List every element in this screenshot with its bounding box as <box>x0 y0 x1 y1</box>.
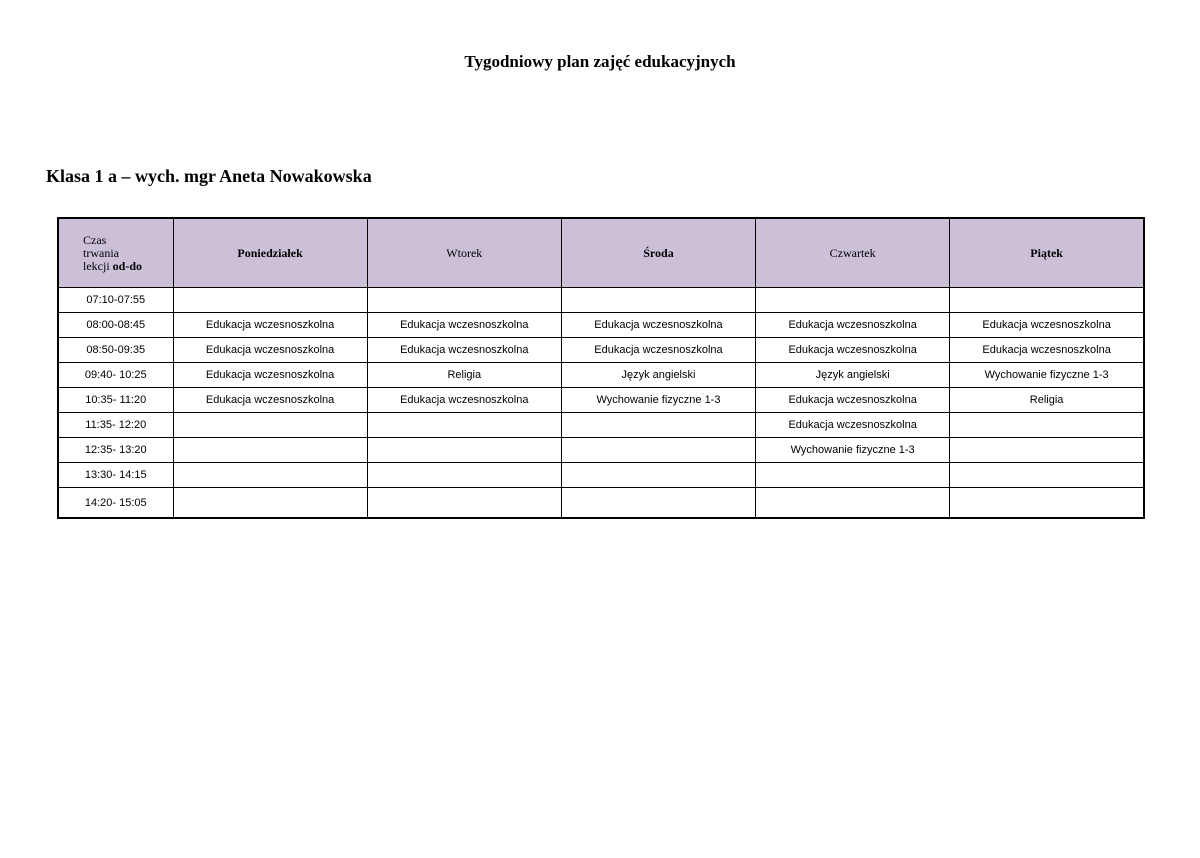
lesson-cell-wednesday <box>561 288 755 313</box>
day-header-friday: Piątek <box>950 218 1144 288</box>
time-header-line3-bold: od-do <box>112 258 142 273</box>
lesson-cell-friday: Edukacja wczesnoszkolna <box>950 338 1144 363</box>
page-title: Tygodniowy plan zajęć edukacyjnych <box>464 52 736 71</box>
day-header-wednesday: Środa <box>561 218 755 288</box>
lesson-cell-tuesday: Religia <box>367 363 561 388</box>
lesson-cell-monday <box>173 413 367 438</box>
table-row <box>58 338 1144 363</box>
time-header-line2: trwania <box>83 245 119 260</box>
lesson-cell-monday: Edukacja wczesnoszkolna <box>173 313 367 338</box>
lesson-cell-monday <box>173 463 367 488</box>
header-row <box>58 218 1144 288</box>
lesson-cell-thursday: Język angielski <box>756 363 950 388</box>
lesson-cell-thursday <box>756 463 950 488</box>
lesson-cell-friday: Wychowanie fizyczne 1-3 <box>950 363 1144 388</box>
time-column-header <box>58 218 173 288</box>
lesson-cell-monday <box>173 438 367 463</box>
time-cell: 09:40- 10:25 <box>58 363 173 388</box>
time-header-line1: Czas <box>83 232 107 247</box>
lesson-cell-thursday: Edukacja wczesnoszkolna <box>756 338 950 363</box>
lesson-cell-friday: Edukacja wczesnoszkolna <box>950 313 1144 338</box>
lesson-cell-friday: Religia <box>950 388 1144 413</box>
lesson-cell-tuesday <box>367 413 561 438</box>
lesson-cell-tuesday: Edukacja wczesnoszkolna <box>367 338 561 363</box>
table-row <box>58 488 1144 519</box>
lesson-cell-tuesday <box>367 288 561 313</box>
lesson-cell-monday <box>173 488 367 519</box>
lesson-cell-wednesday: Wychowanie fizyczne 1-3 <box>561 388 755 413</box>
day-header-thursday: Czwartek <box>756 218 950 288</box>
lesson-cell-thursday: Edukacja wczesnoszkolna <box>756 388 950 413</box>
lesson-cell-tuesday <box>367 463 561 488</box>
time-cell: 07:10-07:55 <box>58 288 173 313</box>
lesson-cell-tuesday: Edukacja wczesnoszkolna <box>367 313 561 338</box>
lesson-cell-wednesday <box>561 488 755 519</box>
lesson-cell-friday <box>950 413 1144 438</box>
lesson-cell-thursday: Edukacja wczesnoszkolna <box>756 313 950 338</box>
time-header-line3: lekcji <box>83 258 113 273</box>
table-row <box>58 363 1144 388</box>
lesson-cell-thursday <box>756 288 950 313</box>
lesson-cell-tuesday <box>367 488 561 519</box>
lesson-cell-wednesday <box>561 413 755 438</box>
table-row <box>58 288 1144 313</box>
table-row <box>58 388 1144 413</box>
time-cell: 14:20- 15:05 <box>58 488 173 519</box>
lesson-cell-wednesday: Edukacja wczesnoszkolna <box>561 338 755 363</box>
schedule-table <box>57 217 1145 519</box>
table-row <box>58 438 1144 463</box>
lesson-cell-friday <box>950 488 1144 519</box>
time-cell: 08:00-08:45 <box>58 313 173 338</box>
lesson-cell-monday: Edukacja wczesnoszkolna <box>173 388 367 413</box>
lesson-cell-wednesday: Edukacja wczesnoszkolna <box>561 313 755 338</box>
lesson-cell-friday <box>950 288 1144 313</box>
time-cell: 12:35- 13:20 <box>58 438 173 463</box>
time-cell: 08:50-09:35 <box>58 338 173 363</box>
day-header-monday: Poniedziałek <box>173 218 367 288</box>
lesson-cell-wednesday <box>561 463 755 488</box>
lesson-cell-wednesday: Język angielski <box>561 363 755 388</box>
lesson-cell-friday <box>950 438 1144 463</box>
time-cell: 11:35- 12:20 <box>58 413 173 438</box>
class-heading: Klasa 1 a – wych. mgr Aneta Nowakowska <box>46 166 372 186</box>
table-row <box>58 413 1144 438</box>
schedule-body <box>58 288 1144 519</box>
day-header-tuesday: Wtorek <box>367 218 561 288</box>
table-row <box>58 313 1144 338</box>
lesson-cell-friday <box>950 463 1144 488</box>
lesson-cell-tuesday: Edukacja wczesnoszkolna <box>367 388 561 413</box>
time-cell: 10:35- 11:20 <box>58 388 173 413</box>
time-cell: 13:30- 14:15 <box>58 463 173 488</box>
lesson-cell-thursday: Wychowanie fizyczne 1-3 <box>756 438 950 463</box>
lesson-cell-thursday <box>756 488 950 519</box>
lesson-cell-thursday: Edukacja wczesnoszkolna <box>756 413 950 438</box>
lesson-cell-wednesday <box>561 438 755 463</box>
lesson-cell-tuesday <box>367 438 561 463</box>
lesson-cell-monday: Edukacja wczesnoszkolna <box>173 363 367 388</box>
table-row <box>58 463 1144 488</box>
lesson-cell-monday <box>173 288 367 313</box>
lesson-cell-monday: Edukacja wczesnoszkolna <box>173 338 367 363</box>
